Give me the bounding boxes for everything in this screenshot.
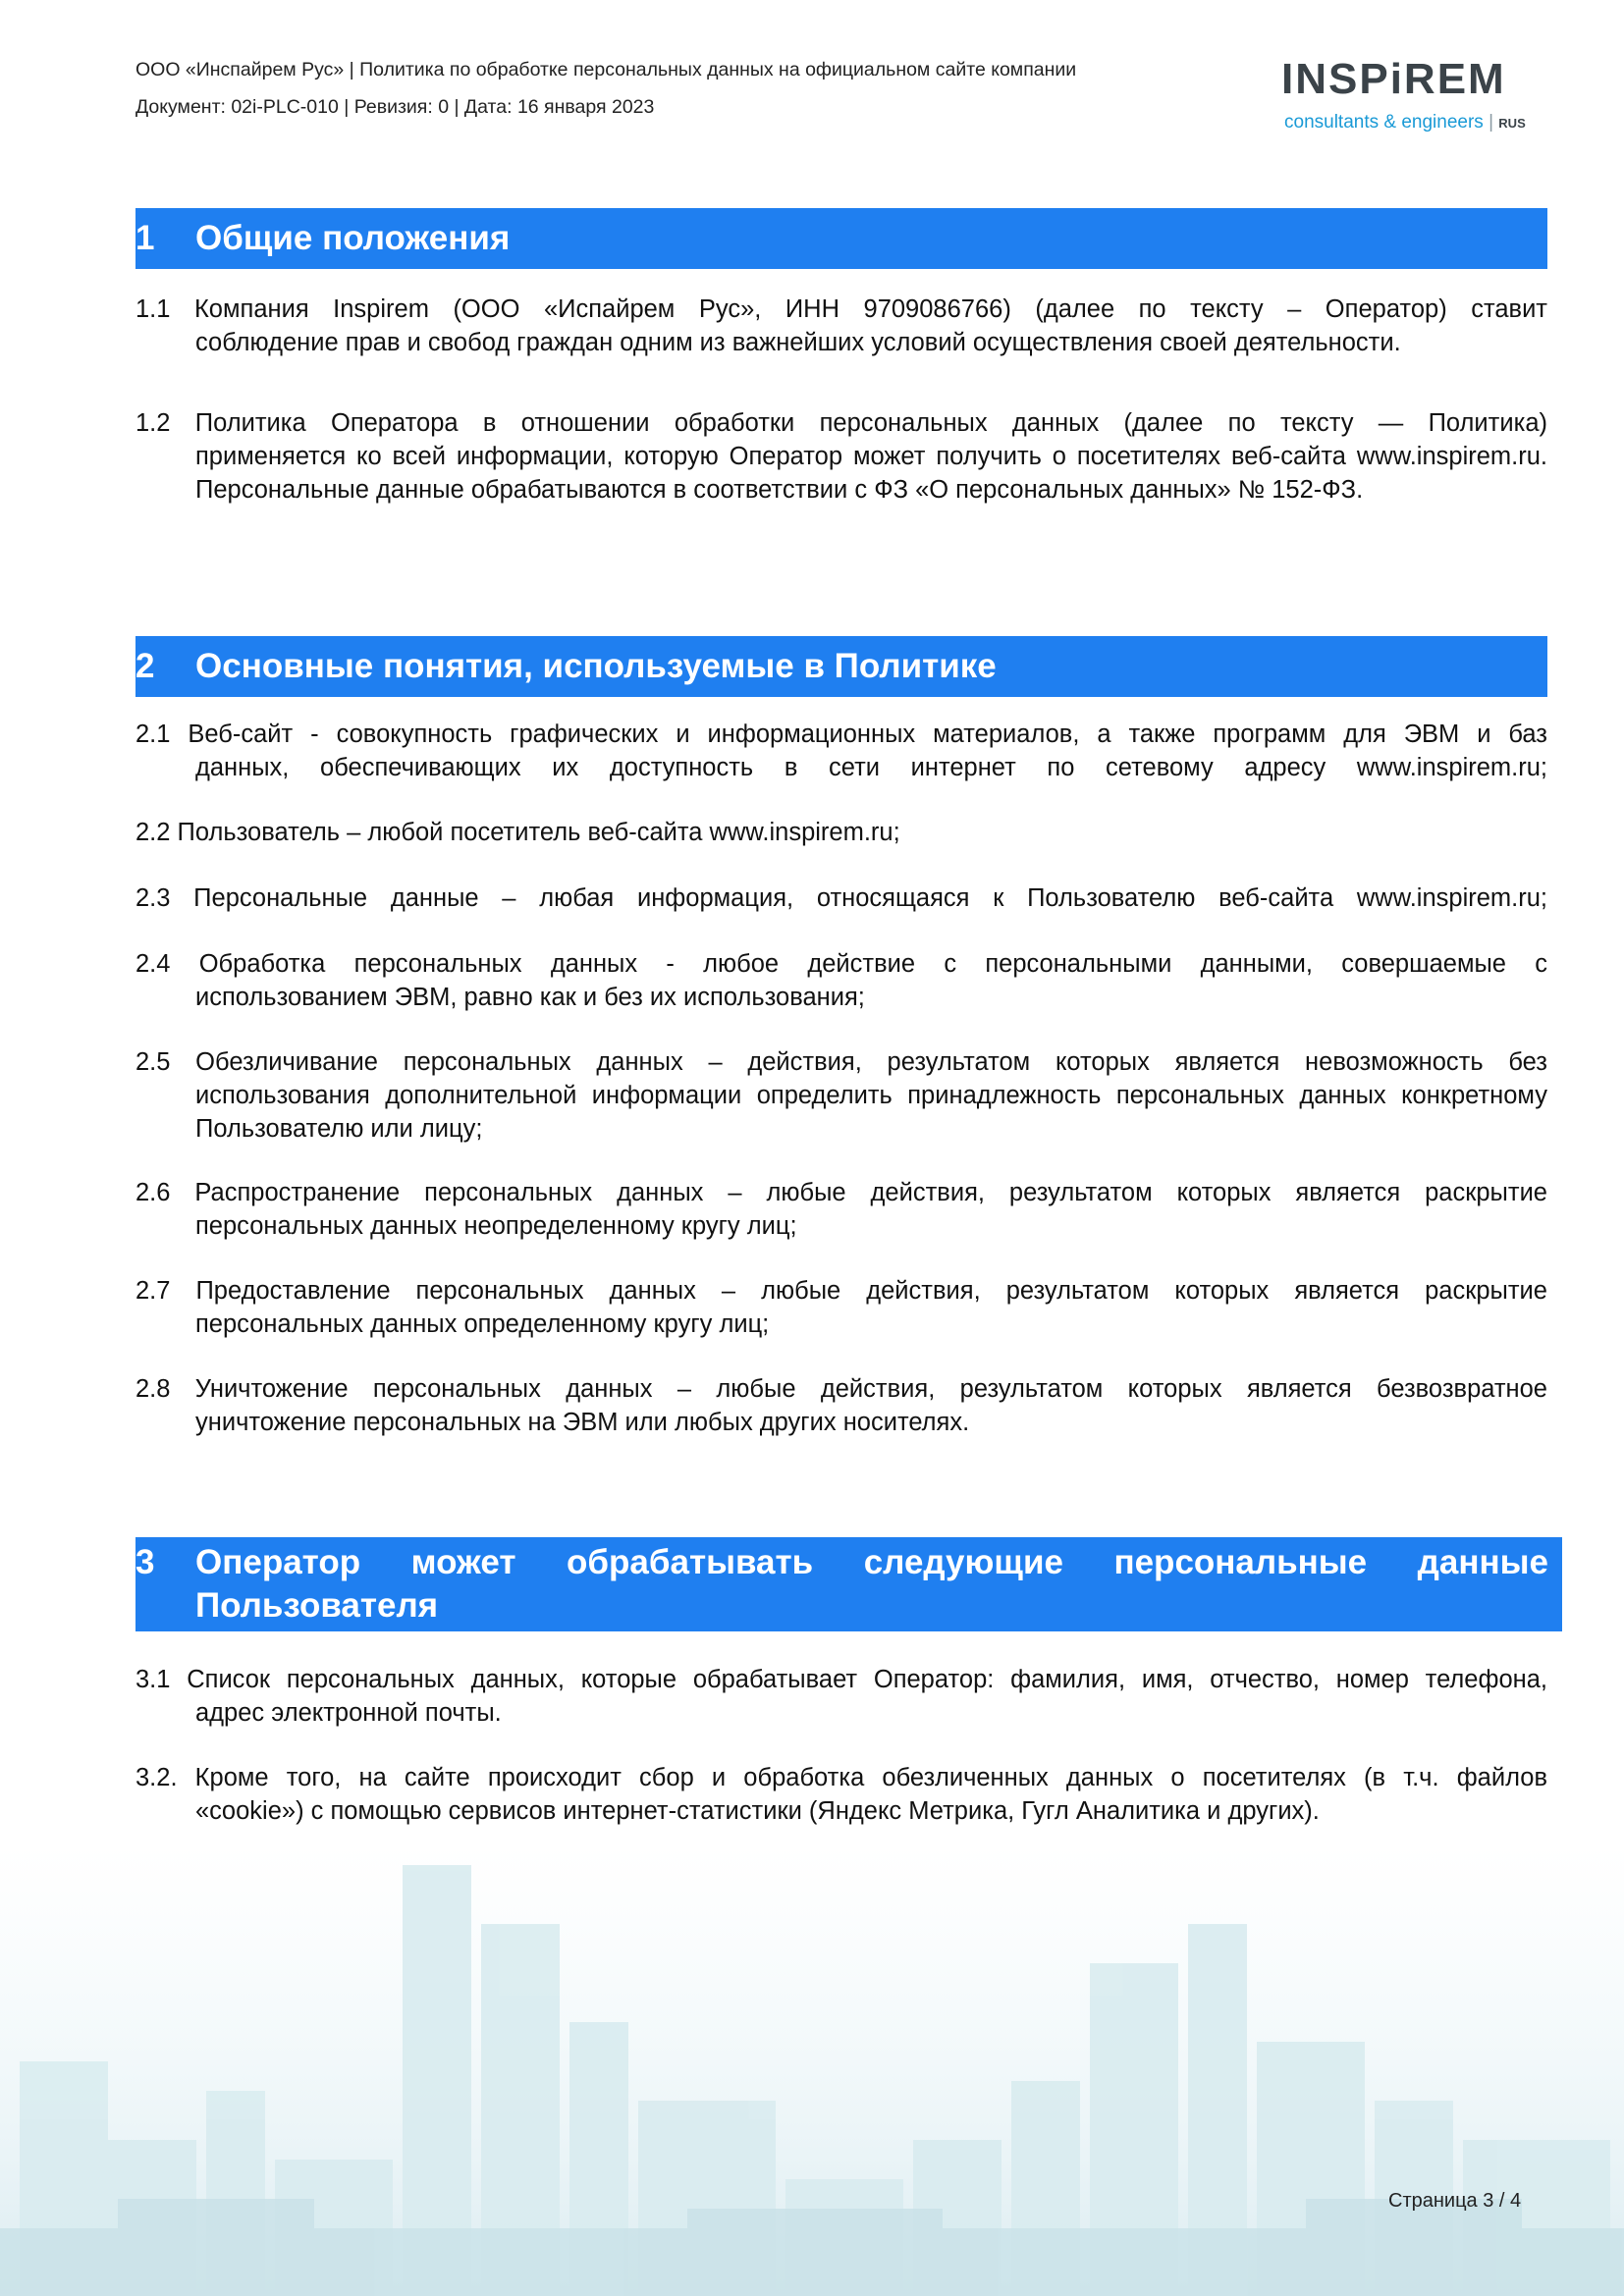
paragraph-first-line: 2.8 Уничтожение персональных данных – любые действия, результатом которых является безвозвратное: [135, 1375, 1547, 1403]
logo-tagline: consultants & engineers | RUS: [1284, 112, 1526, 133]
paragraph-first-line: 1.1 Компания Inspirem (ООО «Испайрем Рус», ИНН 9709086766) (далее по тексту – Оператор) ставит: [135, 295, 1547, 323]
section-number: 3: [135, 1543, 155, 1581]
section-title: Основные понятия, используемые в Политике: [195, 647, 997, 685]
section-number: 1: [135, 219, 155, 257]
section-title: Общие положения: [195, 219, 511, 257]
paragraph-continuation: уничтожение персональных на ЭВМ или любых других носителях.: [195, 1409, 970, 1436]
paragraph-2-4: [135, 947, 1547, 1014]
section-title-line-2: Пользователя: [195, 1586, 439, 1625]
paragraph-2-3: [135, 881, 1547, 915]
paragraph-first-line: 2.7 Предоставление персональных данных – любые действия, результатом которых является раскрытие: [135, 1277, 1547, 1305]
paragraph-continuation: использованием ЭВМ, равно как и без их использования;: [195, 984, 865, 1011]
paragraph-first-line: 1.2 Политика Оператора в отношении обработки персональных данных (далее по тексту — Политика): [135, 409, 1547, 437]
paragraph-2-6: [135, 1176, 1547, 1243]
section-heading-2: [135, 636, 1547, 697]
page-number: Страница 3 / 4: [1388, 2190, 1522, 2212]
paragraph-2-8: [135, 1372, 1547, 1439]
logo-region: RUS: [1498, 116, 1526, 131]
paragraph-3-1: [135, 1663, 1547, 1730]
paragraph-first-line: 2.5 Обезличивание персональных данных – действия, результатом которых является невозможность без: [135, 1048, 1547, 1076]
section-title: Оператор может обрабатывать следующие персональные данные: [195, 1543, 1548, 1581]
paragraph-1-2: [135, 406, 1547, 507]
paragraph-first-line: 2.6 Распространение персональных данных – любые действия, результатом которых является раскрытие: [135, 1179, 1547, 1206]
paragraph-2-1: [135, 718, 1547, 784]
paragraph-first-line: 2.3 Персональные данные – любая информация, относящаяся к Пользователю веб-сайта www.inspirem.ru;: [135, 884, 1547, 912]
paragraph-first-line: 3.1 Список персональных данных, которые обрабатывает Оператор: фамилия, имя, отчество, номер телефона,: [135, 1666, 1547, 1693]
paragraph-3-2: [135, 1761, 1547, 1828]
logo-tagline-text: consultants & engineers: [1284, 112, 1484, 133]
document-company-title: ООО «Инспайрем Рус» | Политика по обработке персональных данных на официальном сайте компании: [135, 59, 1077, 80]
section-heading-1: [135, 208, 1547, 269]
company-logo: [1281, 55, 1548, 145]
paragraph-first-line: 2.2 Пользователь – любой посетитель веб-сайта www.inspirem.ru;: [135, 819, 900, 846]
paragraph-first-line: 3.2. Кроме того, на сайте происходит сбор и обработка обезличенных данных о посетителях (в т.ч. файлов: [135, 1764, 1547, 1791]
paragraph-2-2: [135, 816, 1547, 849]
paragraph-first-line: 2.1 Веб-сайт - совокупность графических и информационных материалов, а также программ для ЭВМ и баз: [135, 721, 1547, 748]
paragraph-continuation: персональных данных неопределенному кругу лиц;: [195, 1212, 797, 1240]
paragraph-1-1: [135, 293, 1547, 359]
paragraph-continuation: данных, обеспечивающих их доступность в сети интернет по сетевому адресу www.inspirem.ru;: [195, 754, 1547, 781]
paragraph-continuation: применяется ко всей информации, которую Оператор может получить о посетителях веб-сайта www.inspirem.ru. Персональные данные обрабатываются в соответствии с ФЗ «О персональных данных» № 152-ФЗ.: [195, 443, 1547, 504]
paragraph-continuation: соблюдение прав и свобод граждан одним из важнейших условий осуществления своей деятельности.: [195, 329, 1401, 356]
paragraph-2-7: [135, 1274, 1547, 1341]
paragraph-continuation: персональных данных определенному кругу лиц;: [195, 1310, 770, 1338]
paragraph-first-line: 2.4 Обработка персональных данных - любое действие с персональными данными, совершаемые с: [135, 950, 1547, 978]
paragraph-2-5: [135, 1045, 1547, 1146]
section-number: 2: [135, 647, 155, 685]
paragraph-continuation: использования дополнительной информации определить принадлежность персональных данных конкретному Пользователю или лицу;: [195, 1082, 1547, 1143]
city-skyline-illustration: [0, 1845, 1624, 2296]
paragraph-continuation: адрес электронной почты.: [195, 1699, 502, 1727]
paragraph-continuation: «cookie») с помощью сервисов интернет-статистики (Яндекс Метрика, Гугл Аналитика и других).: [195, 1797, 1320, 1825]
section-heading-3: [135, 1537, 1562, 1631]
logo-wordmark: INSPiREM: [1281, 55, 1506, 103]
document-meta: Документ: 02i-PLC-010 | Ревизия: 0 | Дата: 16 января 2023: [135, 96, 655, 118]
